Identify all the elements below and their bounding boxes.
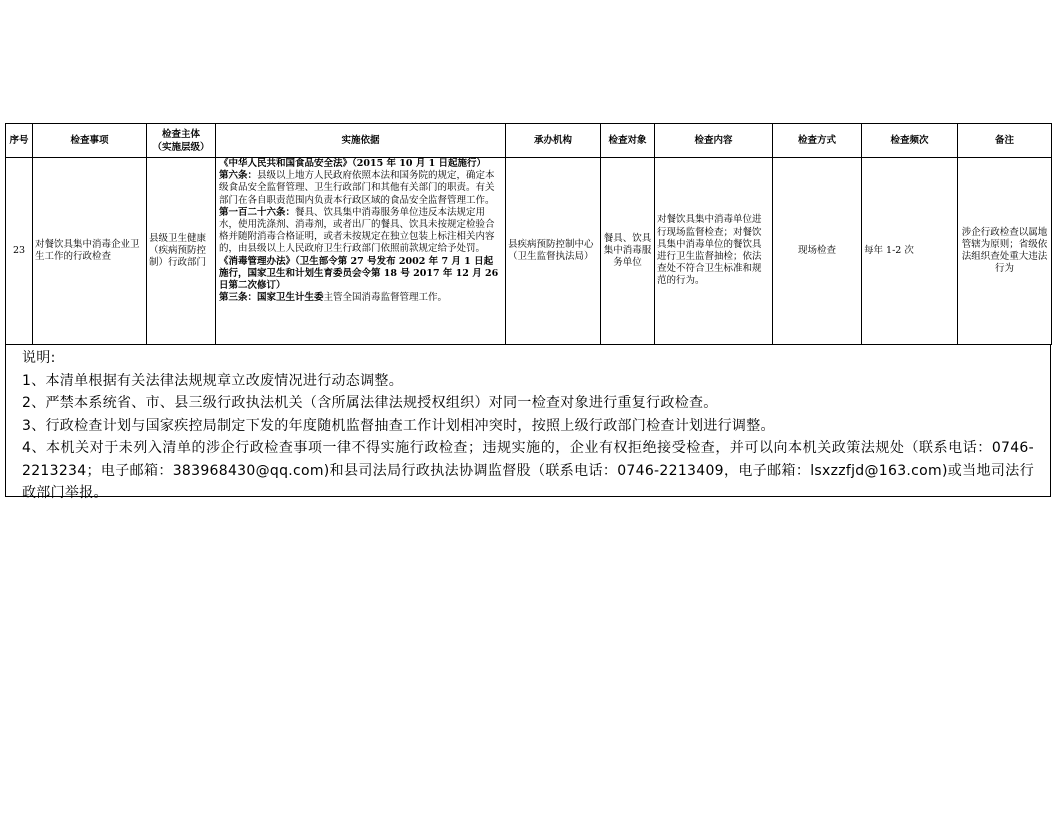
basis-art6-head: 第六条： [219,170,258,182]
basis-art6-text: 县级以上地方人民政府依照本法和国务院的规定，确定本级食品安全监督管理、卫生行政部门和其他有关部门的职责。有关部门在各自职责范围内负责本行政区域的食品安全监督管理工作。 [219,170,495,206]
inspection-table [5,123,1052,345]
header-item: 检查事项 [33,124,147,158]
cell-target: 餐具、饮具集中消毒服务单位 [601,158,655,345]
cell-subject: 县级卫生健康（疾病预防控制）行政部门 [147,158,216,345]
note-item: 1、本清单根据有关法律法规规章立改废情况进行动态调整。 [22,372,404,389]
cell-content: 对餐饮具集中消毒单位进行现场监督检查；对餐饮具集中消毒单位的餐饮具进行卫生监督抽检；依法查处不符合卫生标准和规范的行为。 [655,158,773,345]
note-item: 2、严禁本系统省、市、县三级行政执法机关（含所属法律法规授权组织）对同一检查对象进行重复行政检查。 [22,395,718,411]
cell-no: 23 [6,158,33,345]
basis-art126-text: 餐具、饮具集中消毒服务单位违反本法规定用水，使用洗涤剂、消毒剂，或者出厂的餐具、饮具未按规定检验合格并随附消毒合格证明，或者未按规定在独立包装上标注相关内容的，由县级以上人民政府卫生行政部门依照前款规定给予处罚。 [219,206,495,255]
note-item: 4、本机关对于未列入清单的涉企行政检查事项一律不得实施行政检查；违规实施的，企业有权拒绝接受检查，并可以向本机关政策法规处（联系电话：0746-2213234；电子邮箱：383968430@qq.com)和县司法局行政执法协调监督股（联系电话：0746-2213409，电子邮箱：lsxzzfjd@163.com)或当地司法行政部门举报。 [22,440,1034,501]
notes-title: 说明: [22,350,56,366]
header-subject: 检查主体 （实施层级） [147,124,216,158]
inspection-list-sheet [5,123,1051,501]
header-target: 检查对象 [601,124,655,158]
header-method: 检查方式 [773,124,862,158]
table-row [6,158,1052,345]
basis-art3-head: 第三条： [219,292,258,304]
note-item: 3、行政检查计划与国家疾控局制定下发的年度随机监督抽查工作计划相冲突时，按照上级行政部门检查计划进行调整。 [22,417,775,434]
basis-art3-text: 主管全国消毒监督管理工作。 [323,292,448,304]
basis-law2-title: 《消毒管理办法》（卫生部令第 27 号发布 2002 年 7 月 1 日起施行，国家卫生和计划生育委员会令第 18 号 2017 年 12 月 26 日第二次修订） [219,255,499,292]
header-remark: 备注 [958,124,1052,158]
table-header-row [6,124,1052,158]
cell-remark: 涉企行政检查以属地管辖为原则；省级依法组织查处重大违法行为 [958,158,1052,345]
header-frequency: 检查频次 [862,124,958,158]
cell-agency: 县疾病预防控制中心（卫生监督执法局） [506,158,601,345]
header-content: 检查内容 [655,124,773,158]
cell-basis [216,158,506,345]
cell-method: 现场检查 [773,158,862,345]
header-basis: 实施依据 [216,124,506,158]
basis-law1-title: 《中华人民共和国食品安全法》（2015 年 10 月 1 日起施行） [219,158,487,169]
basis-art3-org: 国家卫生计生委 [257,292,324,304]
basis-art126-head: 第一百二十六条： [219,206,296,218]
header-no: 序号 [6,124,33,158]
notes-section [5,345,1051,501]
cell-frequency: 每年 1-2 次 [862,158,958,345]
cell-item: 对餐饮具集中消毒企业卫生工作的行政检查 [33,158,147,345]
header-agency: 承办机构 [506,124,601,158]
